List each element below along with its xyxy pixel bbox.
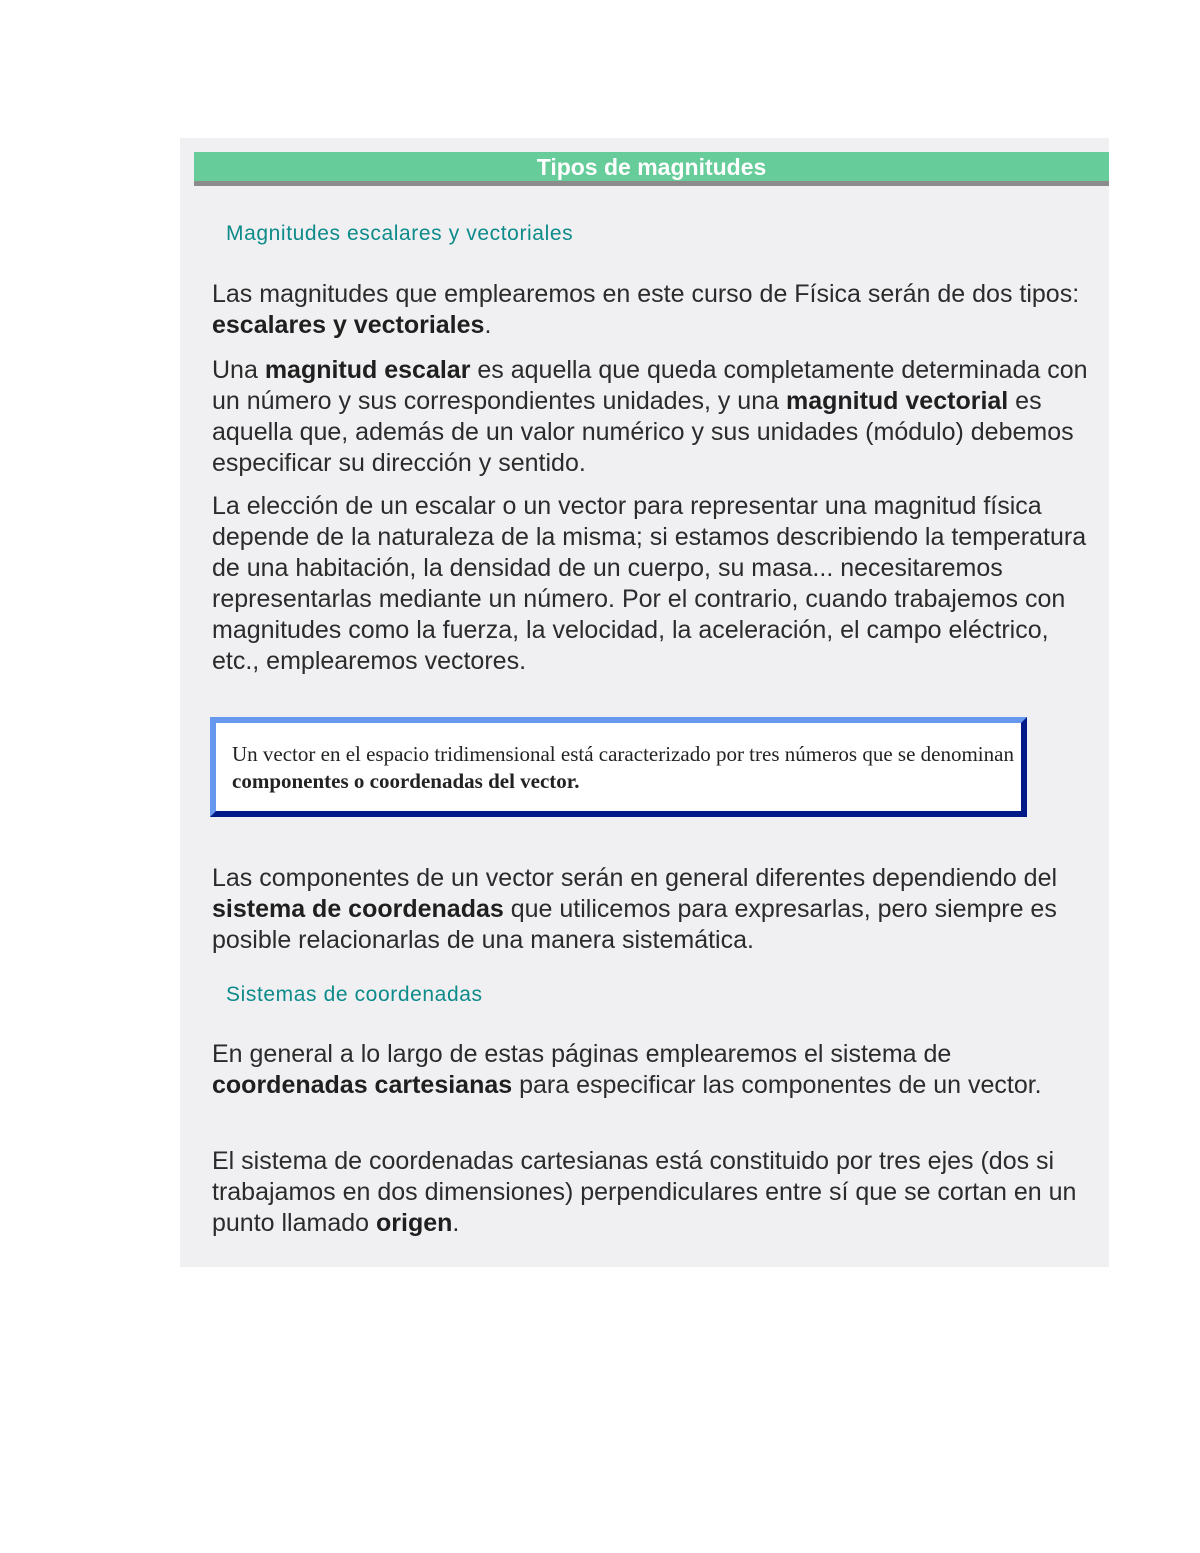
bold-text: origen: [376, 1209, 453, 1237]
text: .: [452, 1209, 460, 1237]
text: En general a lo largo de estas páginas emplearemos el sistema de: [212, 1040, 952, 1068]
text: .: [484, 311, 492, 339]
text: para especificar las componentes de un vector.: [512, 1071, 1042, 1099]
note-text: [232, 741, 1022, 795]
bold-text: componentes o coordenadas del vector.: [232, 769, 580, 793]
page-title: Tipos de magnitudes: [536, 154, 767, 180]
paragraph-sistema: [212, 1146, 1092, 1239]
paragraph-componentes: [212, 863, 1092, 956]
text: que utilicemos para expresarlas, pero siempre es posible relacionarlas de una manera sistemática.: [212, 895, 1057, 954]
bold-text: escalares y vectoriales: [212, 311, 485, 339]
bold-text: coordenadas cartesianas: [212, 1071, 513, 1099]
text: El sistema de coordenadas cartesianas está constituido por tres ejes (dos si trabajamos en dos dimensiones) perpendiculares entre sí que se cortan en un punto llamado: [212, 1147, 1077, 1237]
text: Las componentes de un vector serán en general diferentes dependiendo del: [212, 864, 1058, 892]
section-heading-magnitudes: Magnitudes escalares y vectoriales: [226, 222, 574, 245]
content-panel: [180, 138, 1109, 1267]
bold-text: sistema de coordenadas: [212, 895, 504, 923]
paragraph-definiciones: [212, 355, 1092, 479]
text: Las magnitudes que emplearemos en este curso de Física serán de dos tipos:: [212, 280, 1080, 308]
note-box: [210, 717, 1027, 817]
text: es aquella que queda completamente determinada con un número y sus correspondientes unidades, y una: [212, 356, 1088, 415]
text: Un vector en el espacio tridimensional está caracterizado por tres números que se denominan: [232, 742, 1014, 766]
page-title-banner: [194, 152, 1109, 186]
bold-text: magnitud escalar: [264, 356, 471, 384]
paragraph-eleccion: La elección de un escalar o un vector para representar una magnitud física depende de la naturaleza de la misma; si estamos describiendo la temperatura de una habitación, la densidad de un cuerpo, su masa... necesitaremos representarlas mediante un número. Por el contrario, cuando trabajemos con magnitudes como la fuerza, la velocidad, la aceleración, el campo eléctrico, etc., emplearemos vectores.: [212, 492, 1087, 675]
text: Una: [212, 356, 265, 384]
bold-text: magnitud vectorial: [785, 387, 1009, 415]
paragraph-tipos: [212, 279, 1092, 341]
section-heading-sistemas: Sistemas de coordenadas: [226, 983, 483, 1006]
paragraph-cartesianas: [212, 1039, 1092, 1101]
text: es aquella que, además de un valor numérico y sus unidades (módulo) debemos especificar su dirección y sentido.: [212, 387, 1074, 477]
